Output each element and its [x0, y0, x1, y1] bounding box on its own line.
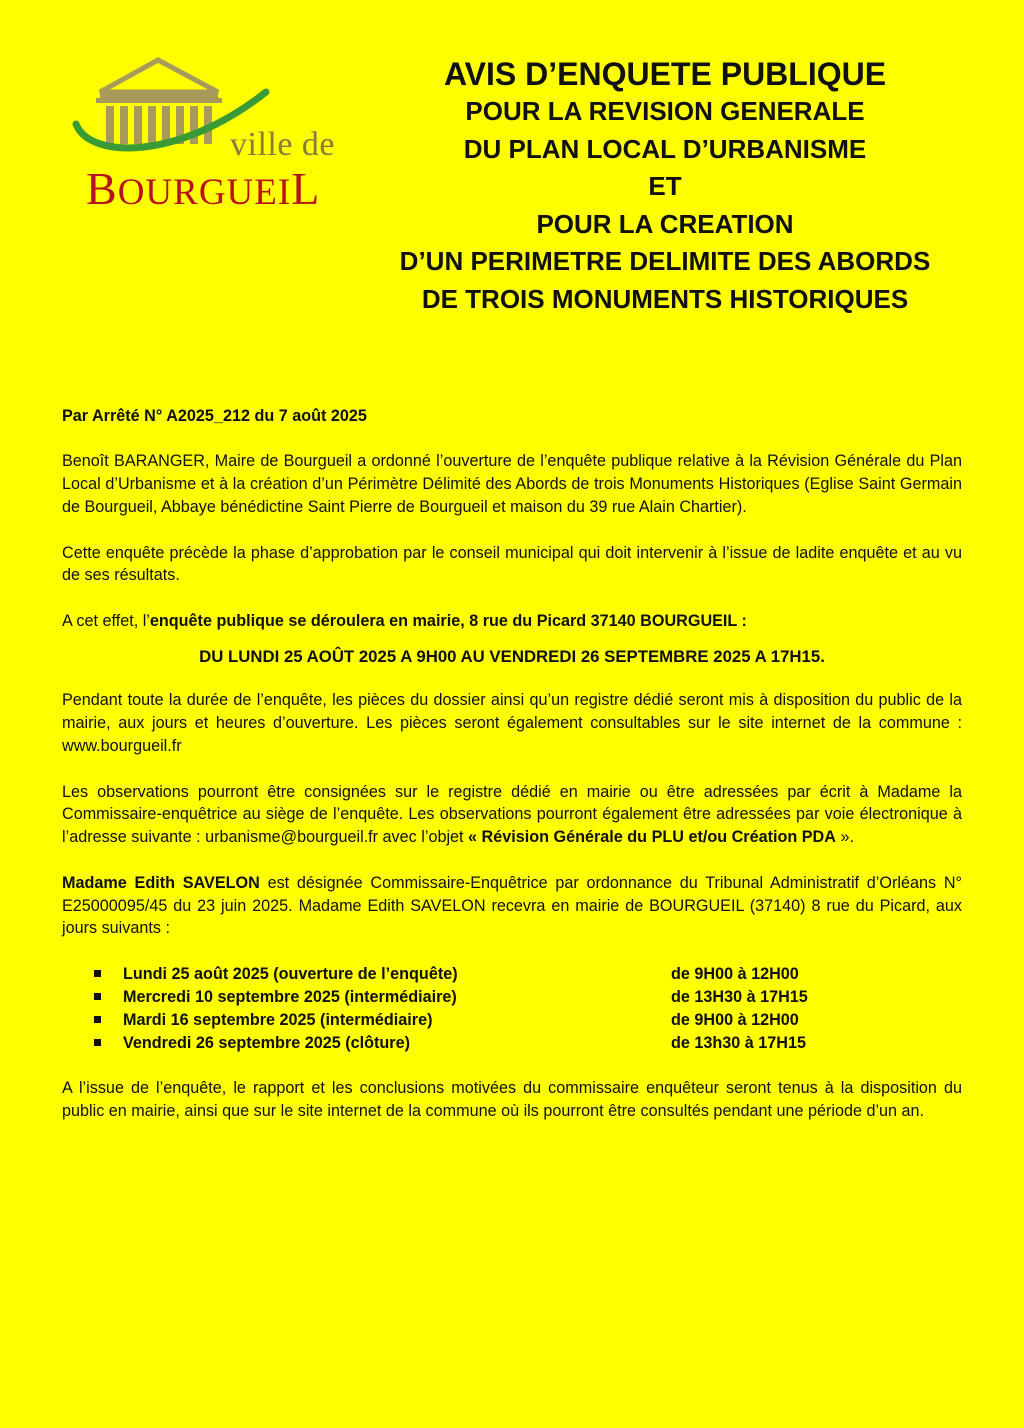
schedule-day: Lundi 25 août 2025 (ouverture de l’enquête): [123, 964, 458, 983]
commissioner-text: est désignée Commissaire-Enquêtrice par ordonnance du Tribunal Administratif d’Orléans N° E25000095/45 du 23 juin 2025. Madame Edith SAVELON recevra en mairie de BOURGUEIL (37140) 8 rue du Picard, aux jours suivants :: [62, 873, 963, 938]
commissioner-name: Madame Edith SAVELON: [62, 873, 260, 892]
observations-text: Les observations pourront être consignées sur le registre dédié en mairie ou être adressées par écrit à Madame la Commissaire-enquêtrice au siège de l’enquête. Les observations pourront également être adressées par voie électronique à l’adresse suivante : urbanisme@bourgueil.fr avec l’objet: [62, 782, 962, 847]
observations-subject: « Révision Générale du PLU et/ou Création PDA: [468, 828, 836, 847]
paragraph-commissioner: [62, 872, 962, 940]
list-item: [62, 986, 962, 1009]
list-item: [62, 1009, 962, 1032]
bullet-icon: [94, 1039, 101, 1046]
bullet-icon: [94, 1016, 101, 1023]
logo-letter-o: O: [117, 172, 146, 213]
schedule-day: Mardi 16 septembre 2025 (intermédiaire): [123, 1010, 433, 1029]
schedule-hours: de 9H00 à 12H00: [671, 1010, 799, 1029]
title-line: POUR LA CREATION: [536, 208, 794, 239]
title-main: AVIS D’ENQUETE PUBLIQUE: [443, 56, 887, 92]
permanence-schedule: [62, 963, 962, 1055]
notice-body: [62, 405, 962, 1145]
title-line: ET: [648, 171, 682, 202]
paragraph-approval-phase: Cette enquête précède la phase d’approbation par le conseil municipal qui doit intervenir à l’issue de ladite enquête et au vu de ses résultats.: [62, 543, 962, 585]
paragraph-mayor-order: Benoît BARANGER, Maire de Bourgueil a ordonné l’ouverture de l’enquête publique relative à la Révision Générale du Plan Local d’Urbanisme et à la création d’un Périmètre Délimité des Abords de trois Monuments Historiques (Eglise Saint Germain de Bourgueil, Abbaye bénédictine Saint Pierre de Bourgueil et maison du 39 rue Alain Chartier).: [62, 452, 962, 516]
title-line: POUR LA REVISION GENERALE: [465, 96, 865, 126]
logo-ville-text: ville de: [230, 126, 336, 163]
bourgueil-logo: [70, 52, 350, 212]
title-line: DE TROIS MONUMENTS HISTORIQUES: [421, 283, 909, 314]
bullet-icon: [94, 993, 101, 1000]
title-line: DU PLAN LOCAL D’URBANISME: [463, 133, 867, 164]
notice-title: [380, 55, 950, 319]
inquiry-dates: DU LUNDI 25 AOÛT 2025 A 9H00 AU VENDREDI 26 SEPTEMBRE 2025 A 17H15.: [199, 646, 825, 666]
logo-letter-b: B: [86, 163, 118, 214]
logo-town-name: [86, 162, 320, 215]
schedule-hours: de 13H30 à 17H15: [671, 987, 808, 1006]
paragraph-report: A l’issue de l’enquête, le rapport et les conclusions motivées du commissaire enquêteur seront tenus à la disposition du public en mairie, ainsi que sur le site internet de la commune où ils pourront être consultés pendant une période d’un an.: [62, 1078, 962, 1120]
logo-letters-urguei: URGUEI: [145, 172, 292, 213]
paragraph-location: [62, 610, 962, 633]
bullet-icon: [94, 970, 101, 977]
paragraph-observations: [62, 781, 962, 849]
schedule-day: Mercredi 10 septembre 2025 (intermédiaire): [123, 987, 457, 1006]
location-prefix: A cet effet, l’: [62, 611, 150, 630]
list-item: [62, 1032, 962, 1055]
schedule-day: Vendredi 26 septembre 2025 (clôture): [123, 1033, 410, 1052]
logo-letter-l: L: [291, 163, 321, 214]
schedule-hours: de 9H00 à 12H00: [671, 964, 799, 983]
list-item: [62, 963, 962, 986]
title-line: D’UN PERIMETRE DELIMITE DES ABORDS: [399, 246, 931, 277]
arrete-reference: Par Arrêté N° A2025_212 du 7 août 2025: [62, 407, 367, 425]
schedule-hours: de 13h30 à 17H15: [671, 1033, 806, 1052]
location-bold: enquête publique se déroulera en mairie, 8 rue du Picard 37140 BOURGUEIL :: [149, 611, 747, 630]
observations-end: ».: [835, 828, 854, 847]
paragraph-documents: Pendant toute la durée de l’enquête, les pièces du dossier ainsi qu’un registre dédié seront mis à disposition du public de la mairie, aux jours et heures d’ouverture. Les pièces seront également consultables sur le site internet de la commune : www.bourgueil.fr: [62, 691, 962, 755]
